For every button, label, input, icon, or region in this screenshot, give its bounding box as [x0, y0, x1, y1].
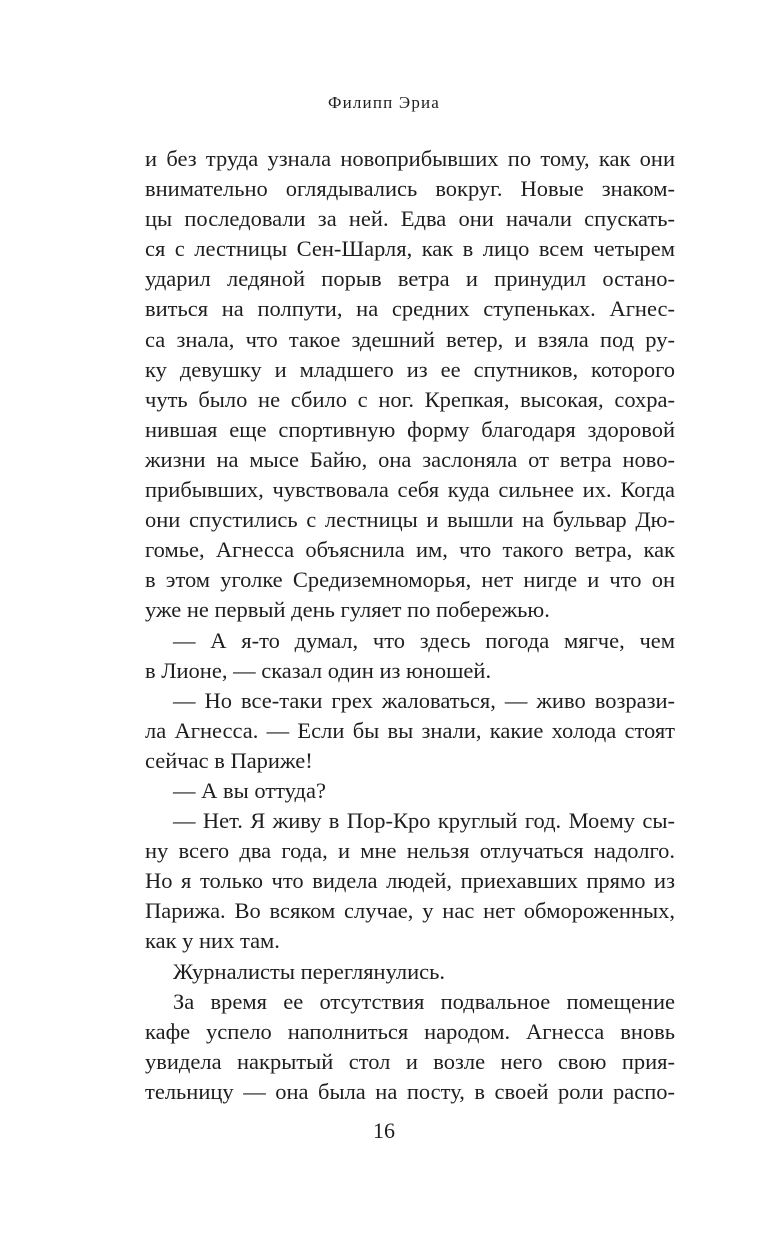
- text-line: Журналисты переглянулись.: [173, 958, 445, 984]
- text-line: са знала, что такое здешний ветер, и взяла под ру-: [145, 326, 675, 352]
- text-line: цы последовали за ней. Едва они начали спускать-: [145, 206, 675, 232]
- text-line: — А я-то думал, что здесь погода мягче, чем: [173, 627, 675, 653]
- text-line: внимательно оглядывались вокруг. Новые знаком-: [145, 176, 675, 202]
- text-line: чуть было не сбило с ног. Крепкая, высокая, сохра-: [145, 386, 675, 412]
- text-line: жизни на мысе Байю, она заслоняла от ветра ново-: [145, 446, 675, 472]
- text-line: и без труда узнала новоприбывших по тому, как они: [145, 146, 675, 171]
- page-number: 16: [373, 1118, 395, 1143]
- text-line: ударил ледяной порыв ветра и принудил остано-: [145, 266, 675, 292]
- text-line: увидела накрытый стол и возле него свою прия-: [145, 1048, 675, 1074]
- text-line: прибывших, чувствовала себя куда сильнее их. Когда: [145, 477, 675, 503]
- text-line: ла Агнесса. — Если бы вы знали, какие холода стоят: [145, 717, 675, 743]
- text-line: ку девушку и младшего из ее спутников, которого: [145, 356, 675, 382]
- text-line: они спустились с лестницы и вышли на бульвар Дю-: [145, 507, 675, 533]
- text-line: тельницу — она была на посту, в своей роли распо-: [145, 1078, 675, 1104]
- text-line: нившая еще спортивную форму благодаря здоровой: [145, 416, 675, 442]
- body-text: [145, 144, 675, 1107]
- text-line: ну всего два года, и мне нельзя отлучаться надолго.: [145, 838, 675, 864]
- text-line: гомье, Агнесса объяснила им, что такого ветра, как: [145, 537, 675, 563]
- text-line: — Но все-таки грех жаловаться, — живо возрази-: [173, 687, 675, 713]
- text-line: уже не первый день гуляет по побережью.: [145, 597, 550, 623]
- text-line: в Лионе, — сказал один из юношей.: [145, 657, 492, 683]
- text-line: как у них там.: [145, 928, 280, 954]
- text-line: — А вы оттуда?: [173, 777, 326, 803]
- running-title: Филипп Эриа: [327, 93, 441, 112]
- text-line: сейчас в Париже!: [145, 747, 313, 773]
- text-line: Парижа. Во всяком случае, у нас нет обмороженных,: [145, 898, 675, 924]
- text-line: ся с лестницы Сен-Шарля, как в лицо всем четырем: [145, 236, 675, 262]
- text-line: За время ее отсутствия подвальное помещение: [173, 988, 675, 1014]
- text-line: кафе успело наполниться народом. Агнесса вновь: [145, 1018, 675, 1044]
- text-line: в этом уголке Средиземноморья, нет нигде и что он: [145, 567, 675, 593]
- text-line: — Нет. Я живу в Пор-Кро круглый год. Моему сы-: [173, 808, 675, 834]
- text-line: Но я только что видела людей, приехавших прямо из: [145, 868, 675, 894]
- text-line: виться на полпути, на средних ступеньках. Агнес-: [145, 296, 675, 322]
